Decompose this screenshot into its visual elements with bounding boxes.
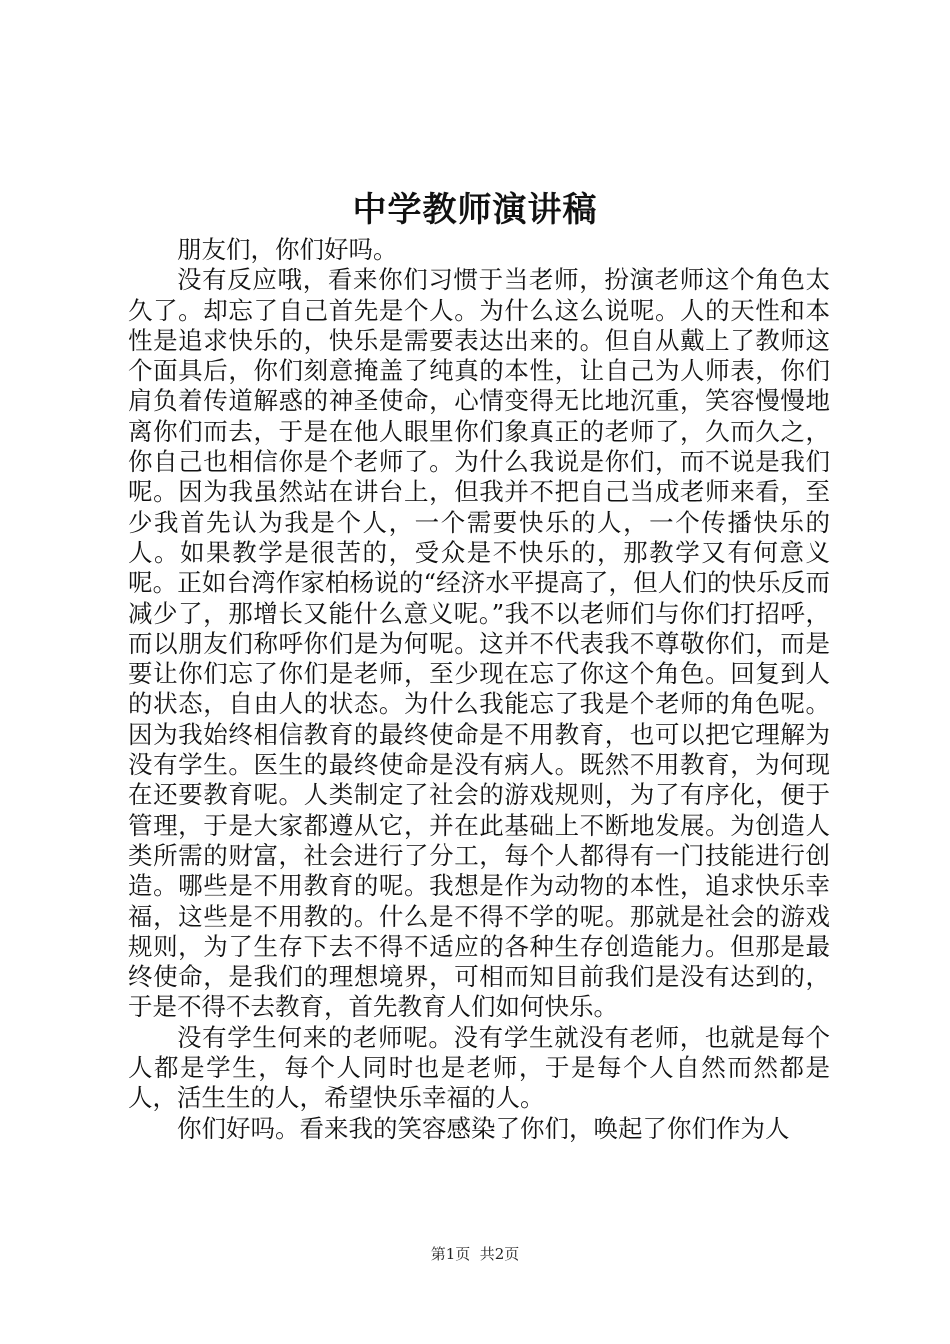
- document-body: [128, 235, 830, 1144]
- page-indicator: 第1页 共2页: [430, 1245, 520, 1263]
- paragraph-closing: 你们好吗。看来我的笑容感染了你们，唤起了你们作为人: [177, 1113, 790, 1143]
- paragraph-main: 没有反应哦，看来你们习惯于当老师，扮演老师这个角色太久了。却忘了自己首先是个人。为什么这么说呢。人的天性和本性是追求快乐的，快乐是需要表达出来的。但自从戴上了教师这个面具后，你们刻意掩盖了纯真的本性，让自己为人师表，你们肩负着传道解惑的神圣使命，心情变得无比地沉重，笑容慢慢地离你们而去，于是在他人眼里你们象真正的老师了，久而久之，你自己也相信你是个老师了。为什么我说是你们，而不说是我们呢。因为我虽然站在讲台上，但我并不把自己当成老师来看，至少我首先认为我是个人，一个需要快乐的人，一个传播快乐的人。如果教学是很苦的，受众是不快乐的，那教学又有何意义呢。正如台湾作家柏杨说的“经济水平提高了，但人们的快乐反而减少了，那增长又能什么意义呢。”我不以老师们与你们打招呼，而以朋友们称呼你们是为何呢。这并不代表我不尊敬你们，而是要让你们忘了你们是老师，至少现在忘了你这个角色。回复到人的状态，自由人的状态。为什么我能忘了我是个老师的角色呢。因为我始终相信教育的最终使命是不用教育，也可以把它理解为没有学生。医生的最终使命是没有病人。既然不用教育，为何现在还要教育呢。人类制定了社会的游戏规则，为了有序化，便于管理，于是大家都遵从它，并在此基础上不断地发展。为创造人类所需的财富，社会进行了分工，每个人都得有一门技能进行创造。哪些是不用教育的呢。我想是作为动物的本性，追求快乐幸福，这些是不用教的。什么是不得不学的呢。那就是社会的游戏规则，为了生存下去不得不适应的各种生存创造能力。但那是最终使命，是我们的理想境界，可相而知目前我们是没有达到的，于是不得不去教育，首先教育人们如何快乐。: [128, 265, 830, 1022]
- paragraph-students: 没有学生何来的老师呢。没有学生就没有老师，也就是每个人都是学生，每个人同时也是老师，于是每个人自然而然都是人，活生生的人，希望快乐幸福的人。: [128, 1022, 830, 1113]
- paragraph-greeting: 朋友们，你们好吗。: [177, 235, 398, 264]
- page-footer: [0, 1244, 950, 1264]
- document-title: 中学教师演讲稿: [352, 190, 598, 230]
